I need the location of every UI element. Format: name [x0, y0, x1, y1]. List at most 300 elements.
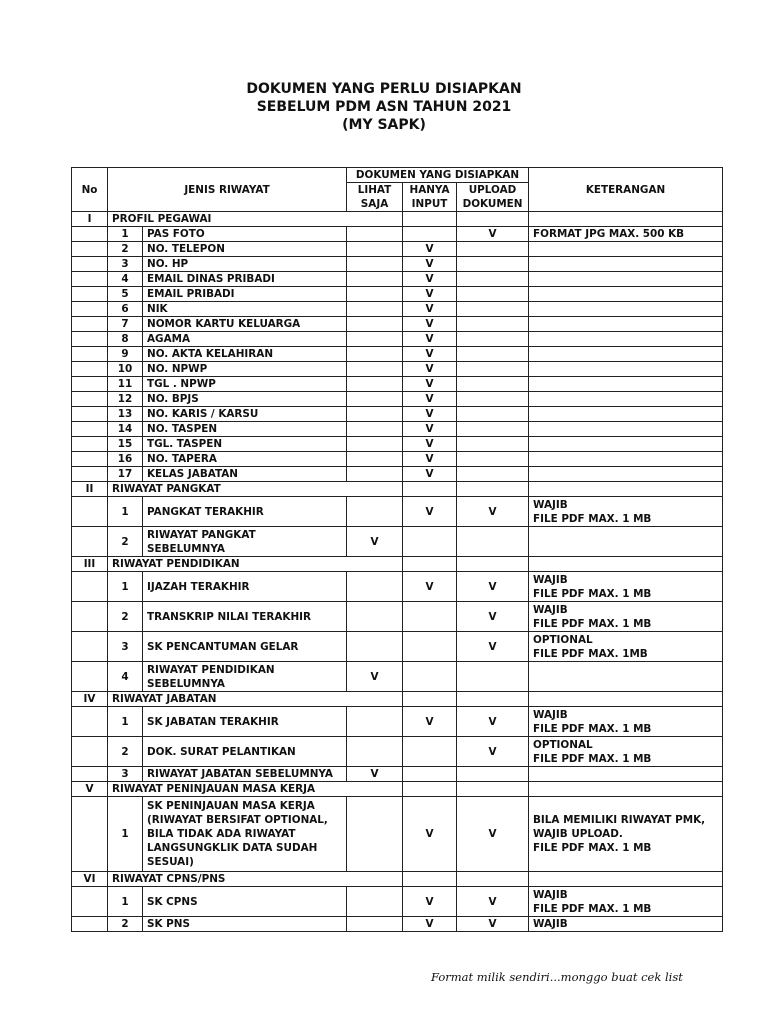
row-keterangan	[529, 527, 723, 557]
row-jenis-line: RIWAYAT PANGKAT	[147, 528, 256, 541]
row-keterangan	[529, 422, 723, 437]
row-jenis-riwayat	[143, 452, 347, 467]
row-upload-mark	[457, 437, 529, 452]
table-body	[72, 168, 723, 932]
row-jenis-riwayat	[143, 422, 347, 437]
row-keterangan-line: WAJIB	[533, 918, 568, 930]
table-row	[72, 272, 723, 287]
row-upload-mark	[457, 242, 529, 257]
document-title	[0, 80, 768, 134]
row-jenis-riwayat	[143, 437, 347, 452]
row-keterangan-line: WAJIB	[533, 603, 568, 616]
row-keterangan	[529, 662, 723, 692]
row-keterangan	[529, 377, 723, 392]
header-hanya-line-1: HANYA	[409, 184, 450, 196]
row-hanya-mark: V	[403, 422, 457, 437]
row-upload-mark: V	[457, 707, 529, 737]
row-jenis-line: NO. KARIS / KARSU	[147, 408, 259, 420]
section-row	[72, 782, 723, 797]
row-hanya-mark: V	[403, 287, 457, 302]
row-jenis-riwayat	[143, 572, 347, 602]
row-lihat-mark	[347, 362, 403, 377]
row-spacer	[72, 377, 108, 392]
row-jenis-line: TGL . NPWP	[147, 378, 216, 390]
table-row	[72, 527, 723, 557]
row-spacer	[72, 632, 108, 662]
row-keterangan	[529, 917, 723, 932]
section-cell-empty	[403, 692, 457, 707]
row-jenis-riwayat	[143, 407, 347, 422]
row-number: 13	[108, 407, 143, 422]
row-keterangan-line: BILA MEMILIKI RIWAYAT PMK,	[533, 814, 706, 826]
row-spacer	[72, 362, 108, 377]
row-spacer	[72, 227, 108, 242]
row-upload-mark: V	[457, 917, 529, 932]
row-number: 6	[108, 302, 143, 317]
row-number: 11	[108, 377, 143, 392]
row-keterangan-line: OPTIONAL	[533, 738, 593, 751]
row-jenis-line: NOMOR KARTU KELUARGA	[147, 318, 301, 330]
row-jenis-riwayat	[143, 887, 347, 917]
row-lihat-mark	[347, 917, 403, 932]
row-upload-mark: V	[457, 497, 529, 527]
row-jenis-riwayat	[143, 602, 347, 632]
row-number: 17	[108, 467, 143, 482]
row-number: 2	[108, 737, 143, 767]
table-row	[72, 497, 723, 527]
row-jenis-riwayat	[143, 662, 347, 692]
row-keterangan	[529, 272, 723, 287]
table-row	[72, 707, 723, 737]
row-keterangan	[529, 632, 723, 662]
table-row	[72, 302, 723, 317]
row-jenis-riwayat	[143, 917, 347, 932]
row-spacer	[72, 497, 108, 527]
table-row	[72, 572, 723, 602]
row-jenis-line: PAS FOTO	[147, 228, 205, 240]
row-jenis-line: IJAZAH TERAKHIR	[147, 580, 250, 593]
row-hanya-mark: V	[403, 332, 457, 347]
row-upload-mark: V	[457, 797, 529, 872]
row-number: 1	[108, 497, 143, 527]
row-number: 3	[108, 767, 143, 782]
table-row	[72, 917, 723, 932]
row-keterangan	[529, 887, 723, 917]
row-jenis-riwayat	[143, 377, 347, 392]
row-spacer	[72, 317, 108, 332]
row-number: 9	[108, 347, 143, 362]
header-no: No	[72, 168, 108, 212]
row-jenis-riwayat	[143, 527, 347, 557]
row-jenis-line: KELAS JABATAN	[147, 468, 238, 480]
row-number: 14	[108, 422, 143, 437]
row-upload-mark	[457, 767, 529, 782]
section-title: RIWAYAT PANGKAT	[108, 482, 403, 497]
row-lihat-mark	[347, 377, 403, 392]
row-upload-mark	[457, 347, 529, 362]
row-spacer	[72, 602, 108, 632]
row-jenis-riwayat	[143, 467, 347, 482]
row-lihat-mark	[347, 737, 403, 767]
section-number: VI	[72, 872, 108, 887]
row-spacer	[72, 287, 108, 302]
row-number: 2	[108, 527, 143, 557]
row-jenis-riwayat	[143, 287, 347, 302]
row-keterangan	[529, 287, 723, 302]
row-lihat-mark	[347, 887, 403, 917]
row-number: 7	[108, 317, 143, 332]
section-cell-empty	[457, 782, 529, 797]
row-keterangan	[529, 452, 723, 467]
section-cell-empty	[403, 482, 457, 497]
row-hanya-mark	[403, 632, 457, 662]
section-cell-empty	[403, 872, 457, 887]
table-row	[72, 347, 723, 362]
row-hanya-mark: V	[403, 797, 457, 872]
row-upload-mark	[457, 527, 529, 557]
row-spacer	[72, 437, 108, 452]
row-lihat-mark	[347, 287, 403, 302]
row-jenis-line: NO. HP	[147, 258, 189, 270]
row-upload-mark	[457, 332, 529, 347]
table-row	[72, 317, 723, 332]
section-number: II	[72, 482, 108, 497]
header-upload-line-1: UPLOAD	[468, 184, 517, 196]
section-cell-empty	[529, 212, 723, 227]
row-spacer	[72, 272, 108, 287]
row-spacer	[72, 527, 108, 557]
row-spacer	[72, 662, 108, 692]
section-cell-empty	[403, 782, 457, 797]
row-hanya-mark: V	[403, 392, 457, 407]
table-row	[72, 467, 723, 482]
row-lihat-mark	[347, 392, 403, 407]
table-row	[72, 377, 723, 392]
section-title: PROFIL PEGAWAI	[108, 212, 403, 227]
document-checklist-table	[71, 167, 723, 932]
table-row	[72, 407, 723, 422]
row-jenis-line: NIK	[147, 303, 168, 315]
row-jenis-line: NO. AKTA KELAHIRAN	[147, 348, 274, 360]
row-keterangan-line: FILE PDF MAX. 1 MB	[533, 752, 652, 765]
row-number: 4	[108, 272, 143, 287]
row-jenis-riwayat	[143, 302, 347, 317]
row-keterangan	[529, 392, 723, 407]
row-hanya-mark: V	[403, 407, 457, 422]
row-spacer	[72, 302, 108, 317]
row-hanya-mark: V	[403, 572, 457, 602]
header-dokumen-group: DOKUMEN YANG DISIAPKAN	[347, 168, 529, 183]
row-keterangan	[529, 362, 723, 377]
row-spacer	[72, 572, 108, 602]
row-upload-mark: V	[457, 887, 529, 917]
row-keterangan	[529, 767, 723, 782]
row-hanya-mark: V	[403, 467, 457, 482]
row-lihat-mark	[347, 302, 403, 317]
table-row	[72, 422, 723, 437]
row-upload-mark	[457, 317, 529, 332]
title-line-3: (MY SAPK)	[342, 117, 426, 133]
row-number: 8	[108, 332, 143, 347]
table-row	[72, 362, 723, 377]
row-keterangan	[529, 227, 723, 242]
table-row	[72, 767, 723, 782]
header-row-top	[72, 168, 723, 183]
row-jenis-riwayat	[143, 737, 347, 767]
row-spacer	[72, 467, 108, 482]
row-jenis-line: SK CPNS	[147, 895, 198, 908]
row-hanya-mark: V	[403, 452, 457, 467]
row-lihat-mark	[347, 407, 403, 422]
row-jenis-riwayat	[143, 347, 347, 362]
row-lihat-mark	[347, 227, 403, 242]
header-lihat-saja	[347, 183, 403, 212]
section-cell-empty	[457, 212, 529, 227]
row-upload-mark: V	[457, 602, 529, 632]
row-number: 10	[108, 362, 143, 377]
row-jenis-riwayat	[143, 257, 347, 272]
header-hanya-input	[403, 183, 457, 212]
header-lihat-line-1: LIHAT	[357, 184, 392, 196]
row-keterangan-line: FILE PDF MAX. 1 MB	[533, 617, 652, 630]
table-row	[72, 437, 723, 452]
row-lihat-mark	[347, 347, 403, 362]
table-row	[72, 797, 723, 872]
row-number: 4	[108, 662, 143, 692]
row-keterangan-line: WAJIB	[533, 498, 568, 511]
row-hanya-mark: V	[403, 707, 457, 737]
row-upload-mark: V	[457, 572, 529, 602]
row-jenis-line: SEBELUMNYA	[147, 542, 225, 555]
row-jenis-riwayat	[143, 767, 347, 782]
row-keterangan	[529, 407, 723, 422]
row-upload-mark: V	[457, 737, 529, 767]
row-hanya-mark	[403, 527, 457, 557]
row-spacer	[72, 257, 108, 272]
row-keterangan	[529, 317, 723, 332]
row-keterangan	[529, 797, 723, 872]
table-row	[72, 287, 723, 302]
row-hanya-mark: V	[403, 257, 457, 272]
row-keterangan-line: FILE PDF MAX. 1 MB	[533, 512, 652, 525]
row-lihat-mark	[347, 632, 403, 662]
row-keterangan	[529, 257, 723, 272]
row-jenis-riwayat	[143, 332, 347, 347]
row-hanya-mark: V	[403, 362, 457, 377]
row-keterangan-line: FILE PDF MAX. 1 MB	[533, 842, 652, 854]
row-number: 1	[108, 797, 143, 872]
row-lihat-mark	[347, 602, 403, 632]
row-spacer	[72, 242, 108, 257]
row-jenis-riwayat	[143, 272, 347, 287]
row-spacer	[72, 422, 108, 437]
row-upload-mark	[457, 392, 529, 407]
row-jenis-line: TRANSKRIP NILAI TERAKHIR	[147, 610, 312, 623]
row-jenis-line: SESUAI)	[147, 856, 194, 868]
row-keterangan-line: WAJIB UPLOAD.	[533, 828, 623, 840]
row-jenis-line: DOK. SURAT PELANTIKAN	[147, 745, 296, 758]
row-jenis-line: RIWAYAT PENDIDIKAN	[147, 663, 275, 676]
section-row	[72, 692, 723, 707]
row-number: 2	[108, 602, 143, 632]
row-spacer	[72, 797, 108, 872]
header-jenis-riwayat: JENIS RIWAYAT	[108, 168, 347, 212]
row-number: 3	[108, 632, 143, 662]
table-row	[72, 662, 723, 692]
row-jenis-line: NO. TAPERA	[147, 453, 217, 465]
section-row	[72, 482, 723, 497]
row-lihat-mark	[347, 272, 403, 287]
section-row	[72, 872, 723, 887]
row-lihat-mark	[347, 317, 403, 332]
row-jenis-line: (RIWAYAT BERSIFAT OPTIONAL,	[147, 814, 328, 826]
row-hanya-mark: V	[403, 377, 457, 392]
row-spacer	[72, 407, 108, 422]
table-row	[72, 887, 723, 917]
row-keterangan-line: WAJIB	[533, 888, 568, 901]
row-lihat-mark: V	[347, 527, 403, 557]
row-lihat-mark	[347, 437, 403, 452]
row-jenis-line: BILA TIDAK ADA RIWAYAT	[147, 828, 296, 840]
row-number: 1	[108, 887, 143, 917]
section-cell-empty	[457, 692, 529, 707]
row-jenis-riwayat	[143, 242, 347, 257]
row-hanya-mark: V	[403, 497, 457, 527]
header-keterangan: KETERANGAN	[529, 168, 723, 212]
row-spacer	[72, 392, 108, 407]
row-spacer	[72, 452, 108, 467]
row-keterangan-line: WAJIB	[533, 708, 568, 721]
row-number: 5	[108, 287, 143, 302]
row-jenis-riwayat	[143, 392, 347, 407]
row-upload-mark	[457, 362, 529, 377]
row-keterangan-line: FORMAT JPG MAX. 500 KB	[533, 228, 685, 240]
row-keterangan	[529, 497, 723, 527]
row-spacer	[72, 917, 108, 932]
row-hanya-mark	[403, 227, 457, 242]
title-line-2: SEBELUM PDM ASN TAHUN 2021	[256, 99, 512, 115]
row-upload-mark	[457, 467, 529, 482]
row-lihat-mark	[347, 497, 403, 527]
row-jenis-line: SK PENINJAUAN MASA KERJA	[147, 800, 315, 812]
row-hanya-mark: V	[403, 302, 457, 317]
table-row	[72, 392, 723, 407]
row-keterangan-line: WAJIB	[533, 573, 568, 586]
row-jenis-line: AGAMA	[147, 333, 190, 345]
row-upload-mark	[457, 257, 529, 272]
table-row	[72, 257, 723, 272]
row-number: 2	[108, 917, 143, 932]
row-lihat-mark	[347, 707, 403, 737]
row-hanya-mark: V	[403, 317, 457, 332]
section-number: V	[72, 782, 108, 797]
section-number: III	[72, 557, 108, 572]
section-title: RIWAYAT CPNS/PNS	[108, 872, 403, 887]
row-jenis-riwayat	[143, 632, 347, 662]
row-jenis-line: LANGSUNGKLIK DATA SUDAH	[147, 842, 318, 854]
row-number: 12	[108, 392, 143, 407]
row-hanya-mark	[403, 602, 457, 632]
header-upload-dokumen	[457, 183, 529, 212]
row-jenis-line: NO. TELEPON	[147, 243, 225, 255]
row-jenis-line: SEBELUMNYA	[147, 677, 225, 690]
row-upload-mark	[457, 662, 529, 692]
row-jenis-riwayat	[143, 362, 347, 377]
table-row	[72, 602, 723, 632]
row-upload-mark	[457, 377, 529, 392]
row-keterangan	[529, 242, 723, 257]
row-spacer	[72, 887, 108, 917]
row-keterangan-line: FILE PDF MAX. 1 MB	[533, 722, 652, 735]
table-row	[72, 452, 723, 467]
row-keterangan	[529, 737, 723, 767]
section-number: I	[72, 212, 108, 227]
row-number: 16	[108, 452, 143, 467]
row-hanya-mark: V	[403, 242, 457, 257]
row-jenis-riwayat	[143, 227, 347, 242]
row-jenis-line: NO. TASPEN	[147, 423, 218, 435]
row-upload-mark	[457, 452, 529, 467]
row-upload-mark	[457, 302, 529, 317]
row-keterangan-line: FILE PDF MAX. 1MB	[533, 647, 648, 660]
row-hanya-mark	[403, 737, 457, 767]
section-cell-empty	[529, 557, 723, 572]
row-number: 15	[108, 437, 143, 452]
table-row	[72, 227, 723, 242]
row-jenis-line: RIWAYAT JABATAN SEBELUMNYA	[147, 768, 333, 780]
row-hanya-mark: V	[403, 347, 457, 362]
row-jenis-riwayat	[143, 497, 347, 527]
table-row	[72, 242, 723, 257]
row-upload-mark	[457, 407, 529, 422]
row-spacer	[72, 707, 108, 737]
section-title: RIWAYAT JABATAN	[108, 692, 403, 707]
row-jenis-line: NO. NPWP	[147, 363, 208, 375]
section-cell-empty	[529, 692, 723, 707]
row-spacer	[72, 347, 108, 362]
header-lihat-line-2: SAJA	[360, 198, 389, 210]
row-jenis-riwayat	[143, 707, 347, 737]
table-row	[72, 332, 723, 347]
row-upload-mark: V	[457, 227, 529, 242]
row-hanya-mark	[403, 767, 457, 782]
row-hanya-mark	[403, 662, 457, 692]
row-hanya-mark: V	[403, 272, 457, 287]
header-hanya-line-2: INPUT	[411, 198, 448, 210]
row-number: 3	[108, 257, 143, 272]
row-upload-mark	[457, 287, 529, 302]
row-lihat-mark	[347, 452, 403, 467]
footer-note: Format milik sendiri...monggo buat cek list	[431, 970, 683, 984]
row-lihat-mark	[347, 257, 403, 272]
section-number: IV	[72, 692, 108, 707]
row-jenis-line: TGL. TASPEN	[147, 438, 223, 450]
row-number: 1	[108, 707, 143, 737]
row-keterangan-line: OPTIONAL	[533, 633, 593, 646]
row-keterangan	[529, 707, 723, 737]
section-cell-empty	[529, 782, 723, 797]
row-keterangan-line: FILE PDF MAX. 1 MB	[533, 902, 652, 915]
row-upload-mark	[457, 272, 529, 287]
section-cell-empty	[403, 557, 457, 572]
row-jenis-riwayat	[143, 317, 347, 332]
row-jenis-line: EMAIL PRIBADI	[147, 288, 235, 300]
row-spacer	[72, 332, 108, 347]
section-title: RIWAYAT PENINJAUAN MASA KERJA	[108, 782, 403, 797]
section-cell-empty	[457, 482, 529, 497]
row-lihat-mark	[347, 467, 403, 482]
table-row	[72, 632, 723, 662]
